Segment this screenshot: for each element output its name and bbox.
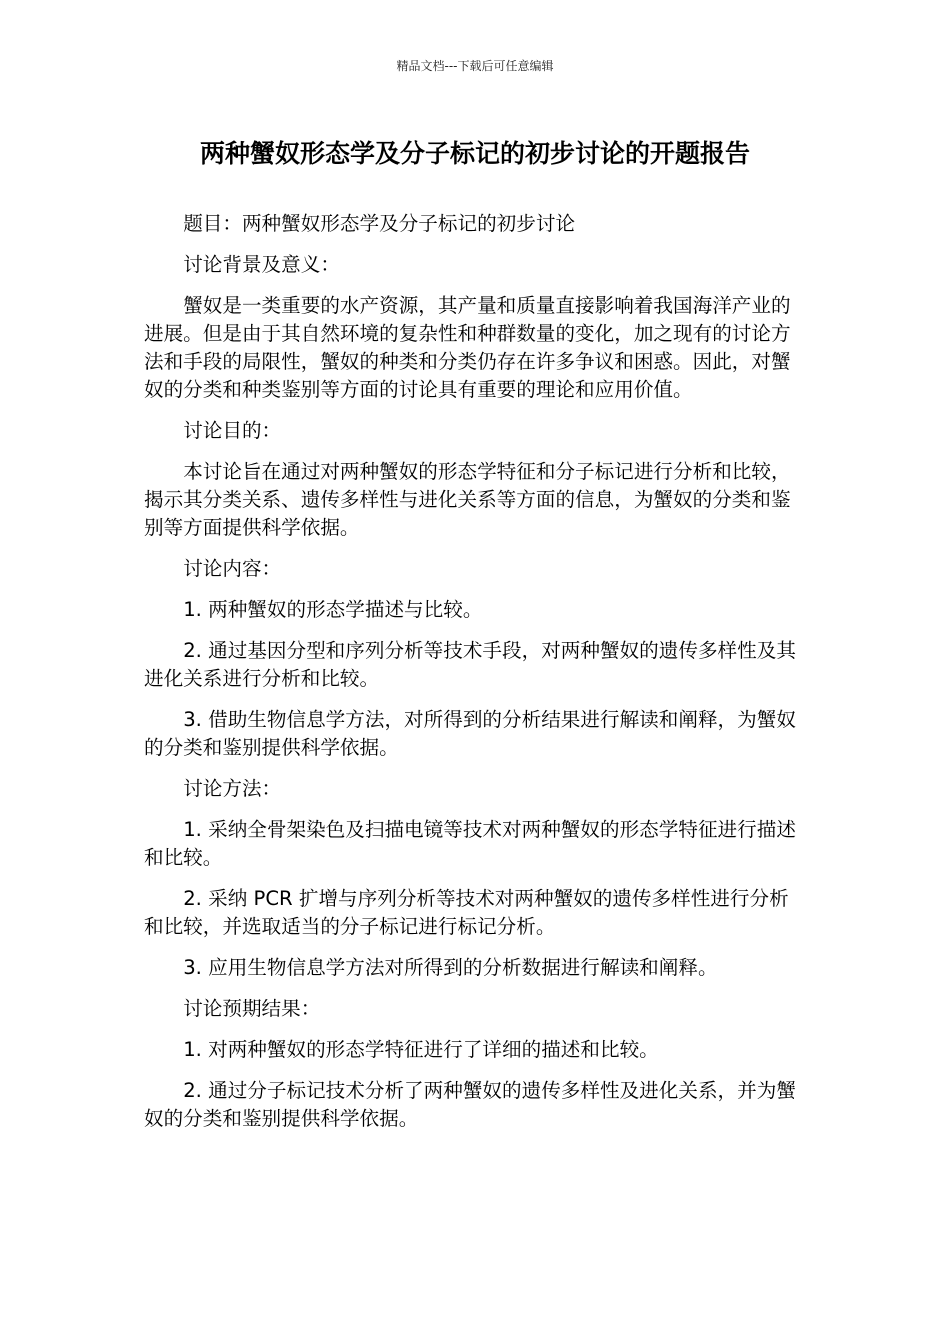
content-item-2: 2. 通过基因分型和序列分析等技术手段，对两种蟹奴的遗传多样性及其进化关系进行分析和比较。 <box>144 639 796 690</box>
methods-item-2: 2. 采纳 PCR 扩增与序列分析等技术对两种蟹奴的遗传多样性进行分析和比较，并选取适当的分子标记进行标记分析。 <box>144 887 789 938</box>
section-heading-content: 讨论内容： <box>183 557 282 580</box>
results-item-2: 2. 通过分子标记技术分析了两种蟹奴的遗传多样性及进化关系，并为蟹奴的分类和鉴别提供科学依据。 <box>144 1079 796 1130</box>
section-heading-expected-results: 讨论预期结果： <box>183 997 321 1020</box>
section-heading-background: 讨论背景及意义： <box>183 253 340 276</box>
topic-line: 题目：两种蟹奴形态学及分子标记的初步讨论 <box>183 212 576 235</box>
methods-item-3: 3. 应用生物信息学方法对所得到的分析数据进行解读和阐释。 <box>183 956 718 979</box>
purpose-paragraph: 本讨论旨在通过对两种蟹奴的形态学特征和分子标记进行分析和比较，揭示其分类关系、遗传多样性与进化关系等方面的信息，为蟹奴的分类和鉴别等方面提供科学依据。 <box>144 460 791 539</box>
content-item-3: 3. 借助生物信息学方法，对所得到的分析结果进行解读和阐释，为蟹奴的分类和鉴别提供科学依据。 <box>144 708 796 759</box>
document-title: 两种蟹奴形态学及分子标记的初步讨论的开题报告 <box>199 139 750 168</box>
section-heading-methods: 讨论方法： <box>183 777 282 800</box>
background-paragraph: 蟹奴是一类重要的水产资源，其产量和质量直接影响着我国海洋产业的进展。但是由于其自然环境的复杂性和种群数量的变化，加之现有的讨论方法和手段的局限性，蟹奴的种类和分类仍存在许多争议和困惑。因此，对蟹奴的分类和种类鉴别等方面的讨论具有重要的理论和应用价值。 <box>144 294 791 401</box>
methods-item-1: 1. 采纳全骨架染色及扫描电镜等技术对两种蟹奴的形态学特征进行描述和比较。 <box>144 818 796 869</box>
document-body <box>144 210 806 1146</box>
page-header: 精品文档---下载后可任意编辑 <box>396 59 554 73</box>
section-heading-purpose: 讨论目的： <box>183 419 282 442</box>
results-item-1: 1. 对两种蟹奴的形态学特征进行了详细的描述和比较。 <box>183 1038 659 1061</box>
content-item-1: 1. 两种蟹奴的形态学描述与比较。 <box>183 598 483 621</box>
